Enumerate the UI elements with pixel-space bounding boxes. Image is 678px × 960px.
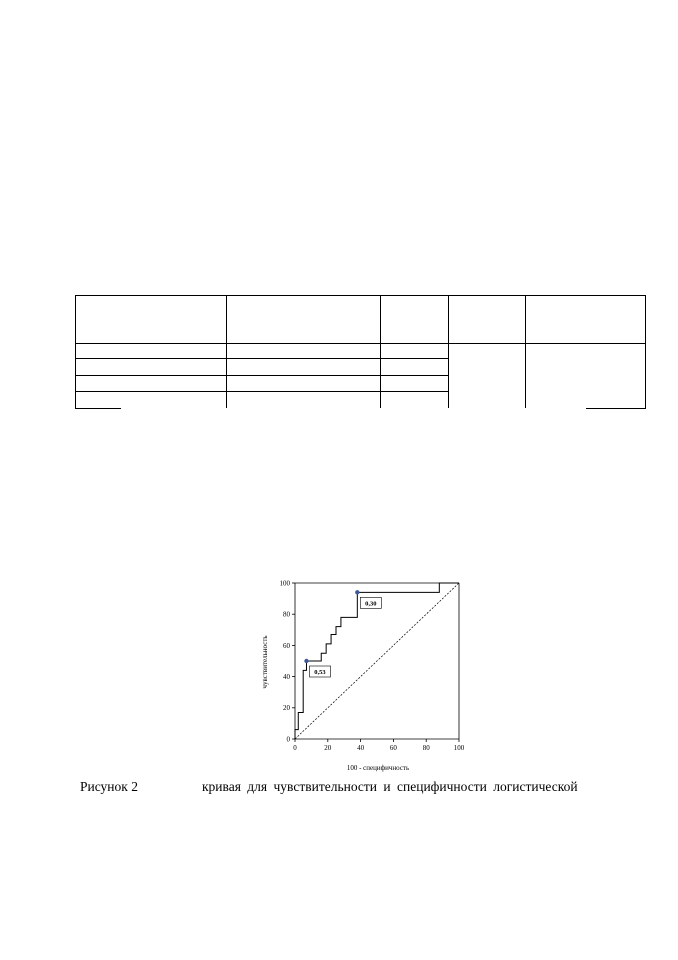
table-row-divider [75,391,449,392]
y-tick-label: 40 [283,673,290,681]
caption-label: Рисунок 2 [80,779,138,794]
table-column-divider [226,295,227,408]
table-column-divider [380,295,381,408]
x-tick-label: 20 [324,744,332,752]
chart-points [304,590,381,677]
x-tick-label: 100 [453,744,465,752]
table-column-divider [525,295,526,408]
caption-text: кривая для чувствительности и специфичности логистической [202,779,578,794]
table-bottom-border-right [586,408,646,409]
y-tick-label: 100 [279,579,290,588]
table-column-divider [448,295,449,408]
roc-chart [255,575,475,775]
y-tick-label: 80 [283,610,290,619]
x-tick-label: 40 [357,744,365,752]
y-tick-label: 0 [286,735,290,744]
threshold-label: 0,30 [365,600,377,608]
table-header-bottom-border [75,343,646,344]
threshold-label: 0,53 [314,669,326,676]
threshold-point [304,659,308,663]
figure-caption [80,779,660,799]
x-tick-label: 80 [422,744,430,752]
table-bottom-border-left [75,408,121,409]
x-axis-label: 100 - специфичность [346,764,410,772]
y-tick-label: 60 [283,641,290,650]
table-row-divider [75,375,449,376]
table-left-border [75,295,76,408]
y-tick-label: 20 [283,704,290,713]
x-tick-label: 0 [293,744,297,752]
table-right-border [645,295,646,409]
table-row-divider [75,358,449,359]
table-top-border [75,295,646,296]
data-table [75,295,646,408]
x-tick-label: 60 [389,744,397,752]
y-axis-label: чувствительность [261,635,269,689]
threshold-point [355,590,359,594]
